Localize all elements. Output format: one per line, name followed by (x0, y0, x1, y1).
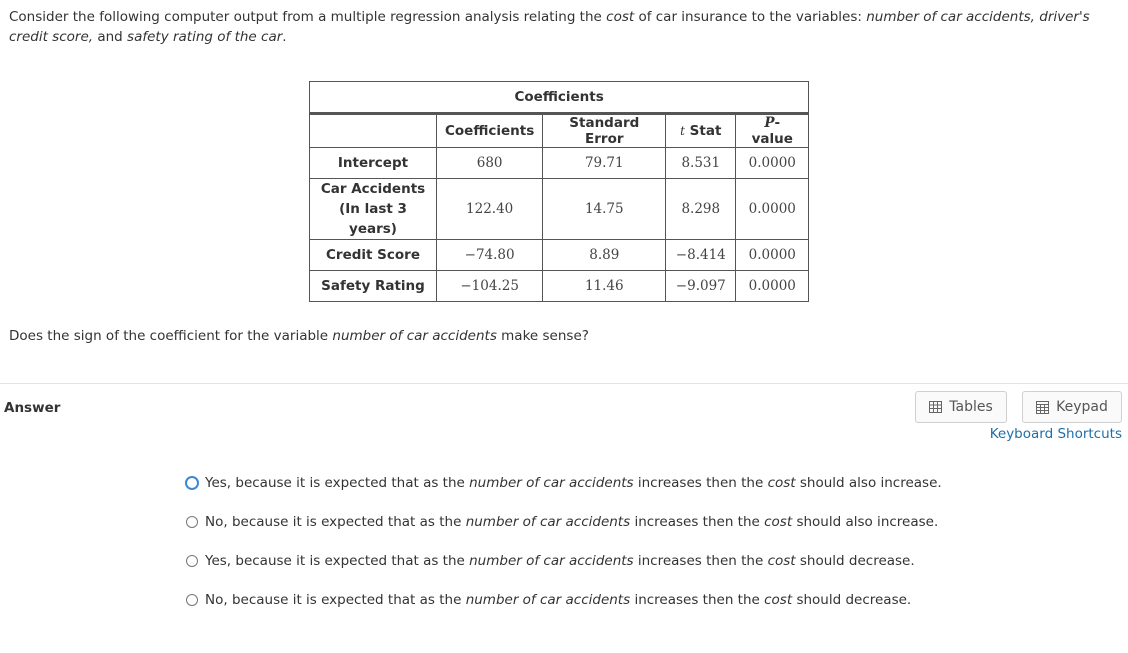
row-label (310, 179, 437, 240)
row-label: Intercept (310, 148, 437, 179)
option-var: number of car accidents (469, 553, 634, 569)
radio-button[interactable] (185, 476, 199, 490)
keypad-icon (1036, 401, 1049, 414)
answer-option-c[interactable] (186, 553, 915, 569)
cell-p-value: 0.0000 (736, 271, 809, 302)
option-cost: cost (767, 553, 796, 569)
cell-t-stat: −8.414 (666, 240, 736, 271)
header-coefficients: Coefficients (437, 115, 543, 148)
cell-t-stat: 8.531 (666, 148, 736, 179)
cell-standard-error: 14.75 (543, 179, 666, 240)
cell-t-stat: −9.097 (666, 271, 736, 302)
option-mid: increases then the (634, 592, 760, 608)
answer-label: Answer (4, 400, 61, 416)
row-label-line1: Car Accidents (320, 181, 426, 197)
table-row (310, 179, 809, 240)
cell-p-value: 0.0000 (736, 240, 809, 271)
table-row (310, 240, 809, 271)
header-standard-error: Standard Error (543, 115, 666, 148)
option-pre: No, because it is expected that as the (205, 592, 462, 608)
coefficients-table (309, 81, 809, 302)
question-before: Does the sign of the coefficient for the variable (9, 328, 329, 344)
option-text (205, 553, 915, 569)
option-mid: increases then the (637, 475, 764, 491)
table-caption: Coefficients (309, 81, 809, 114)
question-after: make sense? (501, 328, 589, 344)
prompt-safety: safety rating of the car (127, 29, 283, 45)
radio-button[interactable] (186, 594, 198, 606)
question-text (9, 328, 589, 344)
row-label: Safety Rating (310, 271, 437, 302)
cell-standard-error: 79.71 (543, 148, 666, 179)
prompt-and: and (97, 29, 123, 45)
header-p-value (736, 115, 809, 148)
option-pre: Yes, because it is expected that as the (205, 553, 465, 569)
problem-statement (9, 7, 1109, 47)
option-var: number of car accidents (465, 514, 631, 530)
option-mid: increases then the (634, 514, 760, 530)
cell-standard-error: 8.89 (543, 240, 666, 271)
option-var: number of car accidents (465, 592, 631, 608)
cell-coefficient: 122.40 (437, 179, 543, 240)
header-value: -value (751, 115, 793, 147)
keyboard-shortcuts-link[interactable]: Keyboard Shortcuts (989, 426, 1122, 442)
cell-t-stat: 8.298 (666, 179, 736, 240)
option-post: should decrease. (796, 592, 912, 608)
table-header-row (310, 115, 809, 148)
radio-button[interactable] (186, 555, 198, 567)
prompt-text-2: of car insurance to the variables: (638, 9, 862, 25)
cell-p-value: 0.0000 (736, 148, 809, 179)
option-pre: Yes, because it is expected that as the (205, 475, 465, 491)
option-pre: No, because it is expected that as the (205, 514, 462, 530)
table-row (310, 271, 809, 302)
prompt-cost: cost (606, 9, 635, 25)
radio-button[interactable] (186, 516, 198, 528)
header-empty (310, 115, 437, 148)
cell-coefficient: −104.25 (437, 271, 543, 302)
option-mid: increases then the (637, 553, 764, 569)
option-post: should also increase. (796, 514, 939, 530)
cell-coefficient: 680 (437, 148, 543, 179)
answer-option-a[interactable] (186, 475, 942, 491)
coefficients-table-wrap (309, 81, 809, 302)
row-label: Credit Score (310, 240, 437, 271)
row-label-line2: (In last 3 years) (339, 201, 407, 237)
option-post: should decrease. (799, 553, 915, 569)
prompt-variables: number of car accidents, driver's credit score, (9, 9, 1090, 45)
header-stat: Stat (684, 123, 722, 139)
keypad-label: Keypad (1056, 399, 1108, 415)
tables-label: Tables (949, 399, 993, 415)
prompt-text: Consider the following computer output from a multiple regression analysis relating the (9, 9, 602, 25)
option-text (205, 592, 911, 608)
option-cost: cost (764, 592, 793, 608)
cell-p-value: 0.0000 (736, 179, 809, 240)
prompt-period: . (282, 29, 287, 45)
tables-button[interactable] (915, 391, 1007, 423)
header-p-italic: P (764, 115, 775, 131)
option-cost: cost (767, 475, 796, 491)
option-cost: cost (764, 514, 793, 530)
section-divider (0, 383, 1128, 384)
option-text (205, 514, 938, 530)
cell-coefficient: −74.80 (437, 240, 543, 271)
option-text (205, 475, 942, 491)
keypad-button[interactable] (1022, 391, 1122, 423)
answer-option-b[interactable] (186, 514, 938, 530)
question-variable: number of car accidents (332, 328, 497, 344)
header-t-italic: t (680, 124, 685, 138)
option-var: number of car accidents (469, 475, 634, 491)
answer-option-d[interactable] (186, 592, 911, 608)
option-post: should also increase. (799, 475, 942, 491)
table-row (310, 148, 809, 179)
cell-standard-error: 11.46 (543, 271, 666, 302)
table-icon (929, 401, 942, 413)
header-t-stat (666, 115, 736, 148)
